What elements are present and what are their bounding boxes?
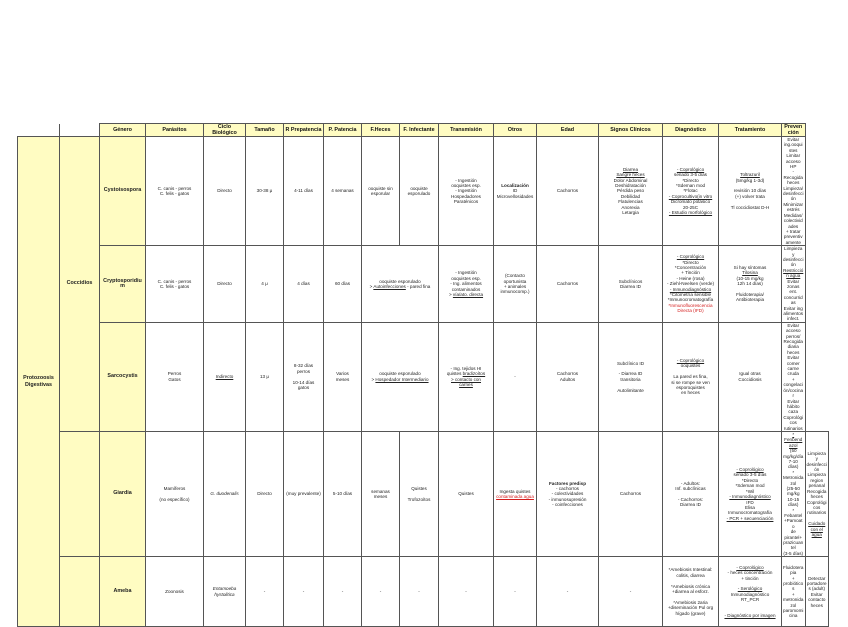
link-text: bradizoítos (462, 371, 486, 377)
cell-line: Detectar portadores (adult) (806, 575, 827, 592)
cell-line: + (791, 591, 795, 597)
patencia-cell (362, 431, 400, 556)
cell-line: Sangre heces (616, 172, 645, 178)
cell-line: C. felis - gatos (159, 283, 190, 289)
patencia-cell (324, 322, 362, 431)
parasitos-cell (146, 246, 204, 323)
cell-line: - Ziehl-Neelsen (verde) (667, 281, 714, 287)
cell-line: (50 mg/kg/día (783, 448, 804, 459)
prepatencia-cell: 4-11 días (284, 137, 324, 246)
cell-line: Anorexia (621, 204, 640, 210)
cell-line: carnes (459, 382, 473, 388)
ciclo-cell: Directo (246, 431, 284, 556)
cell-line: - Heine (rosa) (676, 275, 705, 281)
cell-line: Diarrea (622, 166, 639, 172)
cell-line: Limpieza region perianal (807, 472, 826, 489)
cell-line: Evitar acceso perros/ (785, 322, 801, 339)
cell-line: - Coprológico (736, 564, 764, 570)
fheces-cell (362, 137, 400, 246)
subgroup-ameba (60, 557, 100, 627)
cell-line: 10-14 días (292, 379, 315, 385)
cell-line: - Coprológico (736, 467, 764, 473)
cell-line: > vía/ato. directa (448, 292, 484, 298)
cell-line: > contacto con (450, 376, 481, 382)
row-ameba (18, 557, 829, 627)
genero-cell: Sarcocystis (100, 322, 146, 431)
cell-line: 7-10 días) (788, 458, 799, 470)
cell-line: Cuidado con el agua (808, 521, 826, 537)
header-tamano: Tamaño (246, 124, 284, 137)
cell-line: meses (335, 376, 350, 382)
parasitos-cell (146, 431, 204, 556)
cell-line-bold: Localización (501, 182, 529, 188)
header-parasitos: Parásitos (146, 124, 204, 137)
cell-line: Deshidratación (615, 182, 646, 188)
parasitos-cell: Zoonosis (146, 557, 204, 627)
cell-line: contaminados (451, 286, 481, 292)
tamano-cell: 4 μ (246, 246, 284, 323)
cell-line: Evitar comer carne cruda (786, 355, 800, 377)
cell-line: *Directo (741, 477, 759, 483)
cell-line: Trofozoítos (407, 496, 431, 502)
protozoosis-table (17, 123, 829, 627)
cell-line: perros (296, 368, 311, 374)
cell-line: hígado (grave) (675, 610, 706, 616)
cell-line: - Coprológico (676, 254, 705, 260)
cell-line: Letargia (622, 209, 639, 215)
cell-line: Limpieza y desinfección (806, 450, 827, 473)
cell-line: Antibioterapia (735, 297, 765, 303)
fheces-cell (400, 431, 439, 556)
cell-line: +diarrea al esforz. (672, 589, 709, 595)
cell-line: - heces concentración (727, 570, 773, 576)
cell-line: ooquiste esporulado (379, 278, 421, 284)
genero-cell: Cryptosporidium (100, 246, 146, 323)
cell-line: * Fenbendazol (784, 431, 803, 448)
cell-text: > (371, 376, 376, 382)
signos-cell (599, 246, 663, 323)
cell-line: + (791, 575, 795, 581)
header-corner-2 (60, 124, 100, 137)
cell-line: + animales (503, 283, 527, 289)
cell-line: - inmunosupresión (548, 496, 587, 502)
tratamiento-cell (782, 557, 806, 627)
ciclo-cell: Indirecto (204, 322, 246, 431)
diagnostico-cell (663, 246, 719, 323)
group-label: Protozoosis Digestivas (18, 137, 60, 627)
cell-line: Microvellosidades (496, 193, 534, 199)
row-sarcocystis (18, 322, 829, 431)
tamano-cell: - (284, 557, 324, 627)
cell-line: IFD (746, 499, 754, 505)
cell-line: > Autoinfecciones - pared fina (369, 283, 431, 289)
transmision-cell (439, 137, 494, 246)
cell-line: Inmunocromatografía (728, 510, 772, 516)
cell-line: - Recogida heces (783, 169, 803, 186)
finfectante-cell: - (439, 557, 494, 627)
cell-line: ID (512, 188, 518, 194)
cell-line: - cachorros (556, 486, 579, 491)
transmision-cell (439, 322, 494, 431)
cell-line: + tinción (741, 575, 759, 581)
cell-line: esporular (370, 191, 391, 197)
prepatencia-cell: - (324, 557, 362, 627)
cell-line: Flatulencias (618, 199, 643, 205)
cell-line: C. felis - gatos (159, 191, 190, 197)
otros-cell (494, 137, 537, 246)
cell-line: (no específico) (159, 496, 190, 502)
cell-line: (25-50 mg/kg (786, 486, 800, 497)
cell-line: *Sdeman mod (675, 182, 706, 188)
edad-cell: Cachorros (537, 137, 599, 246)
cell-line: (3-5 días) (783, 550, 804, 556)
cell-line: Evitar ing.ooquistes (783, 137, 803, 153)
cell-line: + tratar preventivamente (783, 228, 803, 245)
fheces-finfectante-cell (362, 246, 439, 323)
subgroup-coccidios: Coccidios (60, 137, 100, 432)
cell-line: transitoria (620, 376, 641, 382)
tamano-cell: 30-38 μ (246, 137, 284, 246)
cell-line: - Inmunodiagnóstico (669, 286, 712, 292)
cell-line: *Wil (745, 488, 755, 494)
patencia-cell: - (362, 557, 400, 627)
cell-line: - Inmunodiagnóstico (729, 494, 771, 500)
link-text: Hospedador Intermediario (375, 376, 429, 382)
cell-line: Diarrea ID (680, 502, 701, 508)
cell-line: - Coprocultivo(in vitro (668, 193, 713, 199)
tamano-cell: 13 μ (246, 322, 284, 431)
header-prepatencia: R Prepatencia (284, 124, 324, 137)
tratamiento-cell (719, 322, 782, 431)
cell-line: (Contacto (505, 273, 525, 279)
cell-line: C. canis - perros (157, 278, 192, 284)
cell-line: *Citometría sensible (669, 292, 712, 298)
row-cystoisospora (18, 137, 829, 246)
cell-line: *Directo (682, 177, 699, 183)
cell-line: probióticos (783, 580, 804, 592)
cell-line: (5mg/kg 1-3d) (735, 177, 765, 183)
cell-line: 8-32 días (293, 363, 314, 369)
cell-line: Subclínico ID (616, 360, 645, 366)
signos-cell (599, 322, 663, 431)
cell-line: si se rompe se ven (671, 379, 710, 385)
fheces-cell: - (400, 557, 439, 627)
cell-line: Diarrea ID (620, 283, 641, 289)
diagnostico-cell (663, 322, 719, 431)
cell-line: *Sdeman mod (735, 483, 765, 489)
cell-line: seriado 3-5 días (733, 472, 767, 478)
prevencion-cell (782, 246, 806, 323)
cell-line: Inmunodiagnóstico (730, 591, 770, 597)
fheces-finfectante-cell (362, 322, 439, 431)
cell-line: ooquistes (680, 363, 701, 369)
cell-line: 10-15 días) (787, 496, 800, 508)
cell-line: (10-15 mg/kg (736, 275, 764, 281)
cell-line: Recogida diaria heces (783, 339, 803, 355)
cell-line: - PCR + secuenciación (726, 515, 774, 521)
cell-line: Elisa (745, 504, 755, 510)
cell-line: - Ingestión (455, 177, 477, 183)
header-corner (18, 124, 60, 137)
transmision-cell (494, 431, 537, 556)
header-prevencion: Prevención (782, 124, 806, 137)
parasitos-cell (146, 322, 204, 431)
diagnostico-cell (663, 137, 719, 246)
cell-line: oportunista (503, 278, 527, 284)
edad-cell: Cachorros (537, 246, 599, 323)
header-transmision: Transmisión (439, 124, 494, 137)
transmision-cell (439, 246, 494, 323)
cell-line: *Amebiosis crónica (670, 583, 711, 589)
cell-line: Limpieza y desinfección (783, 246, 804, 268)
diagnostico-cell (719, 557, 782, 627)
patencia-cell: 4 semanas (324, 137, 362, 246)
row-cryptosporidium (18, 246, 829, 323)
cell-line: Varios (336, 371, 349, 377)
link-text: Autoinfecciones (373, 283, 406, 289)
cell-line: - Ing. alimentos (450, 281, 482, 287)
cell-line: Adultos (559, 376, 576, 382)
header-finfectante: F. Infectante (400, 124, 439, 137)
cell-line: - Coprológico (676, 357, 705, 363)
cell-line: C. canis - perros (157, 185, 192, 191)
cell-line: Subclínicos (618, 278, 643, 284)
cell-line: *Amebiosis 2aria (673, 599, 708, 605)
cell-line: 20-25C (682, 204, 699, 210)
cell-line: Toltrazuril (740, 172, 760, 178)
prevencion-cell (782, 322, 806, 431)
cell-line: Evitar hábito caza (786, 398, 800, 415)
prevencion-cell (782, 137, 806, 246)
cell-line: Directa (IFD) (677, 308, 704, 314)
edad-cell: Cachorros (599, 431, 663, 556)
cell-line: *Concentración (674, 265, 707, 271)
cell-line: - colectividades (551, 491, 584, 497)
header-row (18, 124, 829, 137)
header-diagnostico: Diagnóstico (663, 124, 719, 137)
cell-line: RT_PCR (740, 597, 760, 603)
header-fheces: F.Heces (362, 124, 400, 137)
cell-line: ooquiste sin (368, 185, 393, 191)
header-otros: Otros (494, 124, 537, 137)
cell-line: *Amebiosis Intestinal: (668, 567, 713, 573)
cell-line: *Directo (682, 259, 699, 265)
cell-line: *Inmunocromatografía (667, 297, 714, 303)
cell-line: Restricción agua (783, 267, 804, 279)
finfectante-cell: Quistes (439, 431, 494, 556)
cell-line: Si hay síntomas (733, 265, 767, 271)
cell-line: Pérdida peso (616, 188, 645, 194)
cell-line: Perros (167, 371, 182, 377)
signos-cell (663, 431, 719, 556)
cell-line: - Diagnóstico por imagen (724, 613, 776, 619)
parasite-table-container (17, 123, 829, 627)
header-genero: Género (100, 124, 146, 137)
cell-line: Cachorros (556, 371, 579, 377)
header-ciclo: Ciclo Biológico (204, 124, 246, 137)
cell-line: Fluidoterapia (783, 564, 804, 576)
cell-line: Debilidad (620, 193, 641, 199)
parasitos2-cell: G. duodenalis (204, 431, 246, 556)
tratamiento-cell (782, 431, 806, 556)
otros-cell (537, 431, 599, 556)
cell-line: Limitar acceso HP (785, 153, 801, 170)
row-giardia (18, 431, 829, 556)
cell-line: - Diarrea ID (618, 371, 643, 377)
header-patencia: P. Patencia (324, 124, 362, 137)
cell-text: quistes (446, 371, 462, 377)
cell-line: esporoquistes (676, 384, 705, 390)
cell-line: *Flotac (683, 188, 698, 194)
cell-line: ooquiste esporulado (379, 371, 421, 377)
otros-cell: - (494, 322, 537, 431)
cell-line: * Metronidazol (783, 469, 804, 486)
genero-cell: Ameba (100, 557, 146, 627)
signos-cell (599, 137, 663, 246)
cell-line: metronidazol (783, 597, 804, 608)
cell-line (363, 377, 437, 382)
cell-line: en heces (681, 390, 700, 396)
genero-cell: Cystoisospora (100, 137, 146, 246)
genero-cell: Giardia (100, 431, 146, 556)
tratamiento-cell (719, 246, 782, 323)
transmision-cell: - (494, 557, 537, 627)
cell-line: Coprológicos rutinarios (783, 414, 804, 431)
cell-line: - coinfecciones (552, 502, 583, 508)
cell-line: Fluidoterapia/ (736, 292, 764, 298)
cell-line: de pirantel+ (784, 529, 803, 540)
tratamiento-cell (719, 137, 782, 246)
prepatencia-cell (284, 322, 324, 431)
parasitos-cell (146, 137, 204, 246)
cell-line: paromomicina (783, 608, 804, 619)
cell-line: - Cachorros: (677, 496, 704, 502)
cell-line-bold: Factores predisp (548, 480, 587, 486)
cell-line: + Tinción (681, 270, 700, 276)
cell-line: (+) volver trata (735, 193, 765, 199)
cell-line: ooquistes esp. (451, 182, 481, 188)
cell-line: Medidas/colectividades (783, 212, 803, 229)
link-text: vía/ato. directa (452, 292, 484, 298)
cell-line: Evitar ing alimentos infect. (783, 305, 804, 322)
cell-line: Inf. subclínicas (675, 486, 706, 491)
cell-line: esporulado (407, 191, 431, 197)
cell-line: Paraténicos (453, 199, 479, 205)
prevencion-cell (805, 431, 829, 556)
cell-line: gatos (297, 384, 310, 390)
cell-line: Hospedadores (451, 193, 481, 199)
cell-line: Ingesta quistes (499, 488, 531, 494)
cell-line: prazicuantel (783, 540, 804, 551)
cell-line: Minimizar estrés (783, 201, 804, 213)
cell-line: - Serológico (737, 586, 763, 592)
cell-line: - Ing. tejidos HI (450, 366, 482, 372)
diagnostico-cell (719, 431, 782, 556)
cell-line: colitis, diarrea (676, 572, 705, 578)
cell-line: revisión 10 días (733, 188, 767, 194)
cell-line: 12h 14 días) (737, 281, 763, 287)
signos-cell (663, 557, 719, 627)
cell-line: Igual otras (739, 371, 761, 377)
cell-line: Coprológicos rutinarios (806, 499, 827, 516)
cell-line: Dicromato potásico (670, 199, 711, 205)
edad-cell: - (599, 557, 663, 627)
header-signos: Signos Clínicos (599, 124, 663, 137)
cell-line: La pared es fina, (673, 374, 708, 380)
cell-line: - Adultos: (680, 480, 701, 486)
edad-cell (537, 322, 599, 431)
finfectante-cell (400, 137, 439, 246)
cell-text: - pared fina (405, 283, 431, 289)
cell-line: semanas (371, 488, 390, 494)
ciclo-cell: Directo (204, 246, 246, 323)
cell-line: meses (373, 494, 388, 500)
prepatencia-cell: 4 días (284, 246, 324, 323)
cell-line: + congelación/cocinar (783, 376, 804, 399)
cell-line: Evitar zonas ent. concurridas (783, 278, 803, 306)
cell-line: +diseminación Pul org (667, 605, 714, 611)
cell-line: Tl coccidiostat D-H (730, 204, 770, 210)
cell-line: Mamíferos (163, 486, 186, 491)
cell-line: Coccidiosis (738, 376, 762, 382)
prepatencia-cell: 5-10 días (324, 431, 362, 556)
ciclo-cell: - (246, 557, 284, 627)
cell-line: - Ingestión (455, 188, 477, 194)
cell-line: - Estudio morfológico (668, 209, 713, 215)
cell-line: Gatos (168, 376, 181, 382)
cell-line: ooquiste (410, 185, 428, 191)
cell-line: Tilosina (742, 270, 758, 276)
patencia-cell: 60 días (324, 246, 362, 323)
otros-cell (494, 246, 537, 323)
cell-line: contaminada agua (496, 494, 534, 500)
header-edad: Edad (537, 124, 599, 137)
cell-line: * Febantel+Pamoato (783, 507, 803, 529)
prevencion-cell (805, 557, 829, 627)
cell-line: Dolor Abdominal (613, 177, 648, 183)
cell-line: *Inmunofluorescencia (668, 302, 713, 308)
cell-line: - Ingestión (455, 270, 477, 276)
ciclo-cell: Directo (204, 137, 246, 246)
otros-cell: - (537, 557, 599, 627)
cell-line: Recogida heces (807, 488, 827, 500)
cell-line: ooquistes esp. (451, 275, 481, 281)
cell-line: inmunocomp.) (500, 289, 530, 295)
cell-line: Evitar contacto heces (808, 591, 826, 608)
subgroup-giardia (60, 431, 100, 556)
header-tratamiento: Tratamiento (719, 124, 782, 137)
cell-line: seriado 3-5 días (674, 172, 707, 178)
parasitos2-cell: Entamoeba hystolitica (204, 557, 246, 627)
cell-line: - Coprológico (676, 166, 705, 172)
cell-line: Quistes (411, 486, 427, 491)
tamano-cell: (muy prevalente) (284, 431, 324, 556)
cell-line: Autolimitante (617, 387, 644, 393)
cell-line: Limpieza/desinfección (783, 185, 804, 202)
